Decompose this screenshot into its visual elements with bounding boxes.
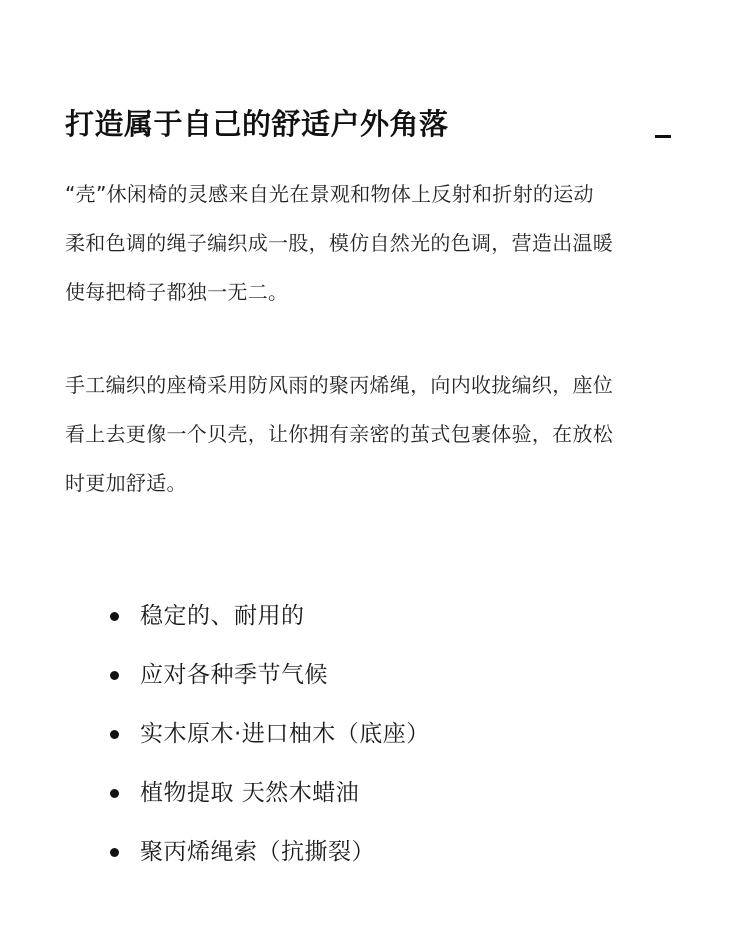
minimize-dash-icon [655, 135, 671, 138]
list-item [0, 764, 750, 823]
paragraph-line: 手工编织的座椅采用防风雨的聚丙烯绳，向内收拢编织，座位 [65, 373, 614, 397]
page-title: 打造属于自己的舒适户外角落 [65, 107, 449, 141]
feature-text: 聚丙烯绳索（抗撕裂） [140, 839, 375, 865]
list-item [0, 646, 750, 705]
feature-text: 稳定的、耐用的 [140, 603, 305, 629]
list-item [0, 705, 750, 764]
intro-paragraph [65, 170, 685, 317]
feature-text: 应对各种季节气候 [140, 662, 328, 688]
list-item [0, 823, 750, 882]
paragraph-line: 使每把椅子都独一无二。 [65, 280, 289, 304]
bullet-dot-icon [110, 848, 119, 857]
bullet-dot-icon [110, 612, 119, 621]
bullet-dot-icon [110, 789, 119, 798]
feature-text: 实木原木·进口柚木（底座） [140, 721, 430, 747]
detail-paragraph [65, 361, 685, 508]
paragraph-line: 柔和色调的绳子编织成一股，模仿自然光的色调，营造出温暖 [65, 231, 614, 255]
feature-text: 植物提取 天然木蜡油 [140, 780, 360, 806]
paragraph-line: 看上去更像一个贝壳，让你拥有亲密的茧式包裹体验，在放松 [65, 422, 614, 446]
bullet-dot-icon [110, 730, 119, 739]
list-item [0, 587, 750, 646]
feature-list [0, 587, 750, 882]
paragraph-line: 时更加舒适。 [65, 471, 187, 495]
bullet-dot-icon [110, 671, 119, 680]
paragraph-line: “壳”休闲椅的灵感来自光在景观和物体上反射和折射的运动 [65, 182, 594, 206]
